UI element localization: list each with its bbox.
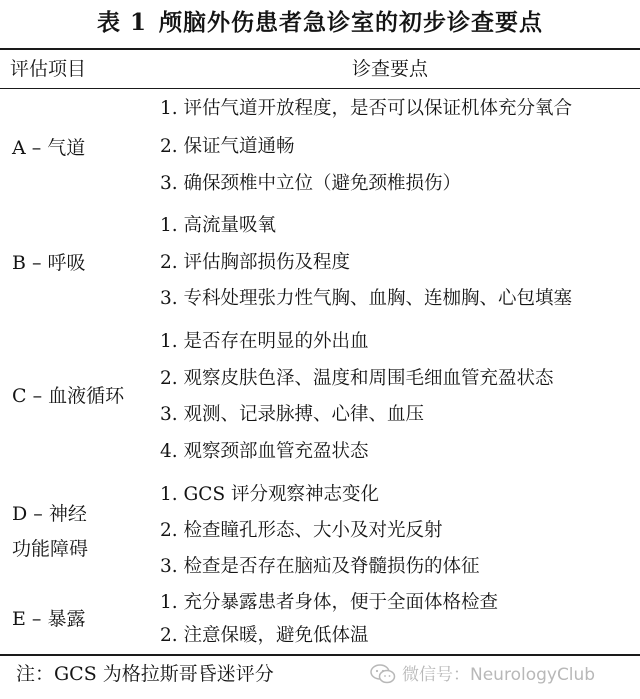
watermark-text: 微信号：NeurologyClub: [402, 665, 596, 685]
category-b: B – 呼吸: [12, 252, 86, 274]
item-b-2: 2. 评估胸部损伤及程度: [160, 252, 351, 273]
table-label: 表 1: [96, 9, 147, 36]
category-a: A – 气道: [12, 137, 86, 159]
item-e-1: 1. 充分暴露患者身体，便于全面体格检查: [160, 592, 499, 613]
header-key-points: 诊查要点: [352, 58, 429, 80]
header-assessment-item: 评估项目: [10, 58, 87, 80]
item-d-3: 3. 检查是否存在脑疝及脊髓损伤的体征: [160, 556, 480, 577]
item-c-1: 1. 是否存在明显的外出血: [160, 331, 369, 352]
item-b-1: 1. 高流量吸氧: [160, 215, 277, 236]
item-a-1: 1. 评估气道开放程度，是否可以保证机体充分氧合: [160, 98, 573, 119]
watermark: [370, 662, 595, 688]
item-a-3: 3. 确保颈椎中立位（避免颈椎损伤）: [160, 173, 462, 194]
wechat-icon: [370, 664, 396, 684]
item-c-3: 3. 观测、记录脉搏、心律、血压: [160, 404, 425, 425]
bottom-rule: [0, 654, 640, 656]
table-title: [0, 4, 640, 37]
category-d-line2: 功能障碍: [12, 538, 89, 560]
header-rule: [0, 88, 640, 89]
item-a-2: 2. 保证气道通畅: [160, 136, 295, 157]
item-c-4: 4. 观察颈部血管充盈状态: [160, 441, 369, 462]
item-d-1: 1. GCS 评分观察神志变化: [160, 484, 380, 505]
item-e-2: 2. 注意保暖，避免低体温: [160, 625, 369, 646]
table-note: 注：GCS 为格拉斯哥昏迷评分: [16, 663, 274, 685]
item-c-2: 2. 观察皮肤色泽、温度和周围毛细血管充盈状态: [160, 368, 554, 389]
category-d-line1: D – 神经: [12, 503, 87, 525]
item-d-2: 2. 检查瞳孔形态、大小及对光反射: [160, 520, 443, 541]
table-title-text: 颅脑外伤患者急诊室的初步诊查要点: [159, 9, 543, 36]
category-c: C – 血液循环: [12, 385, 125, 407]
item-b-3: 3. 专科处理张力性气胸、血胸、连枷胸、心包填塞: [160, 288, 573, 309]
category-e: E – 暴露: [12, 608, 86, 630]
top-rule: [0, 48, 640, 50]
